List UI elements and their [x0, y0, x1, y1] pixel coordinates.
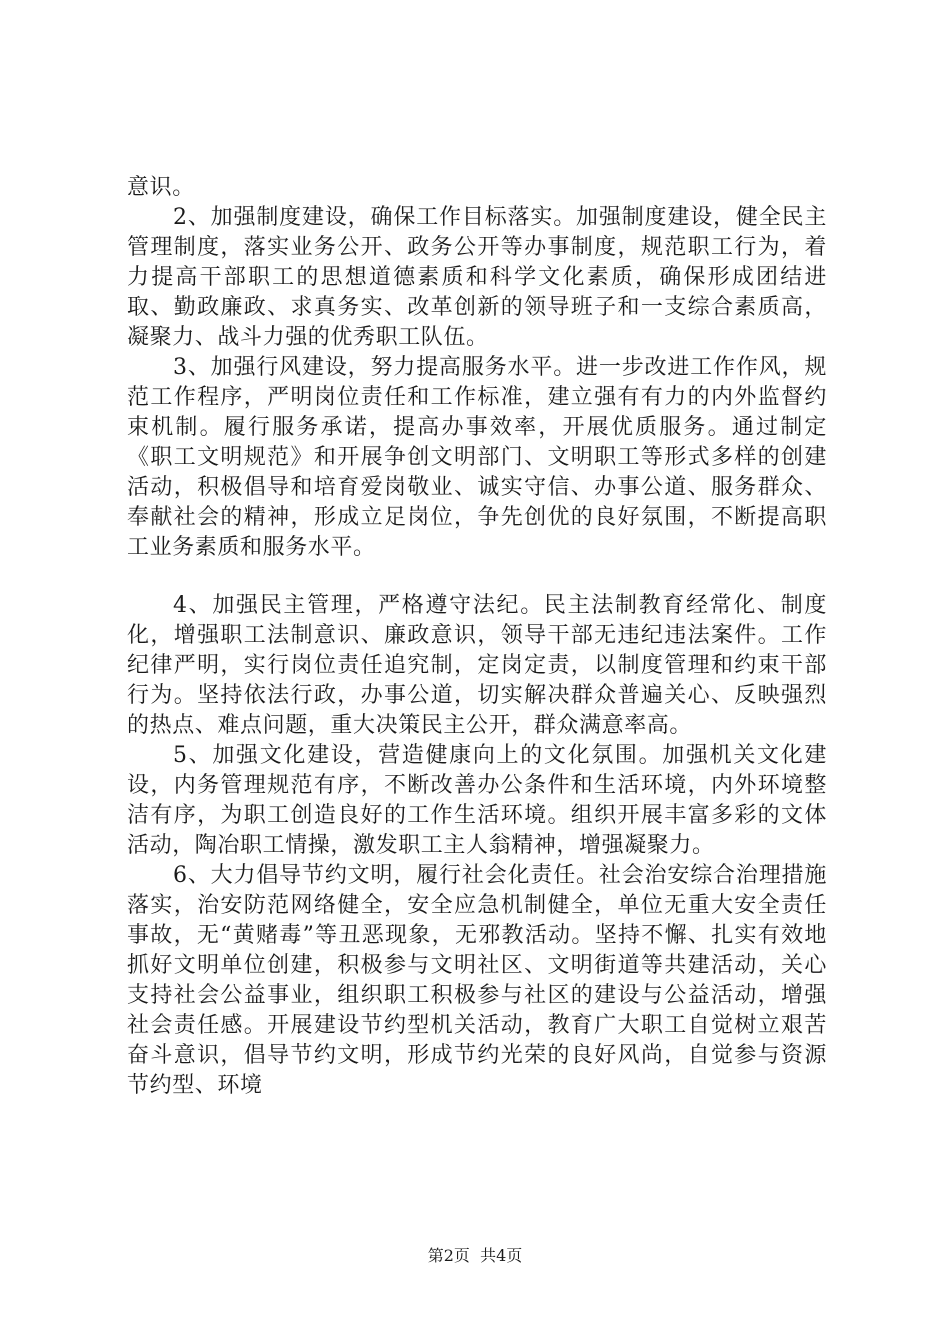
paragraph-item-5: 5、加强文化建设，营造健康向上的文化氛围。加强机关文化建设，内务管理规范有序，不断改善办公条件和生活环境，内外环境整洁有序，为职工创造良好的工作生活环境。组织开展丰富多彩的文体活动，陶冶职工情操，激发职工主人翁精神，增强凝聚力。: [127, 743, 827, 858]
paragraph-item-2: 2、加强制度建设，确保工作目标落实。加强制度建设，健全民主管理制度，落实业务公开、政务公开等办事制度，规范职工行为，着力提高干部职工的思想道德素质和科学文化素质，确保形成团结进取、勤政廉政、求真务实、改革创新的领导班子和一支综合素质高，凝聚力、战斗力强的优秀职工队伍。: [127, 205, 827, 350]
page-footer: 第2页 共4页: [427, 1246, 523, 1265]
paragraph-item-3: 3、加强行风建设，努力提高服务水平。进一步改进工作作风，规范工作程序，严明岗位责任和工作标准，建立强有有力的内外监督约束机制。履行服务承诺，提高办事效率，开展优质服务。通过制定《职工文明规范》和开展争创文明部门、文明职工等形式多样的创建活动，积极倡导和培育爱岗敬业、诚实守信、办事公道、服务群众、奉献社会的精神，形成立足岗位，争先创优的良好氛围，不断提高职工业务素质和服务水平。: [127, 355, 827, 560]
document-body: [127, 173, 827, 1101]
paragraph-item-4: 4、加强民主管理，严格遵守法纪。民主法制教育经常化、制度化，增强职工法制意识、廉政意识，领导干部无违纪违法案件。工作纪律严明，实行岗位责任追究制，定岗定责，以制度管理和约束干部行为。坚持依法行政，办事公道，切实解决群众普遍关心、反映强烈的热点、难点问题，重大决策民主公开，群众满意率高。: [127, 593, 827, 738]
paragraph-continuation: 意识。: [127, 175, 195, 200]
paragraph-item-6: 6、大力倡导节约文明，履行社会化责任。社会治安综合治理措施落实，治安防范网络健全，安全应急机制健全，单位无重大安全责任事故，无“黄赌毒”等丑恶现象，无邪教活动。坚持不懈、扎实有效地抓好文明单位创建，积极参与文明社区、文明街道等共建活动，关心支持社会公益事业，组织职工积极参与社区的建设与公益活动，增强社会责任感。开展建设节约型机关活动，教育广大职工自觉树立艰苦奋斗意识，倡导节约文明，形成节约光荣的良好风尚，自觉参与资源节约型、环境: [127, 863, 827, 1098]
